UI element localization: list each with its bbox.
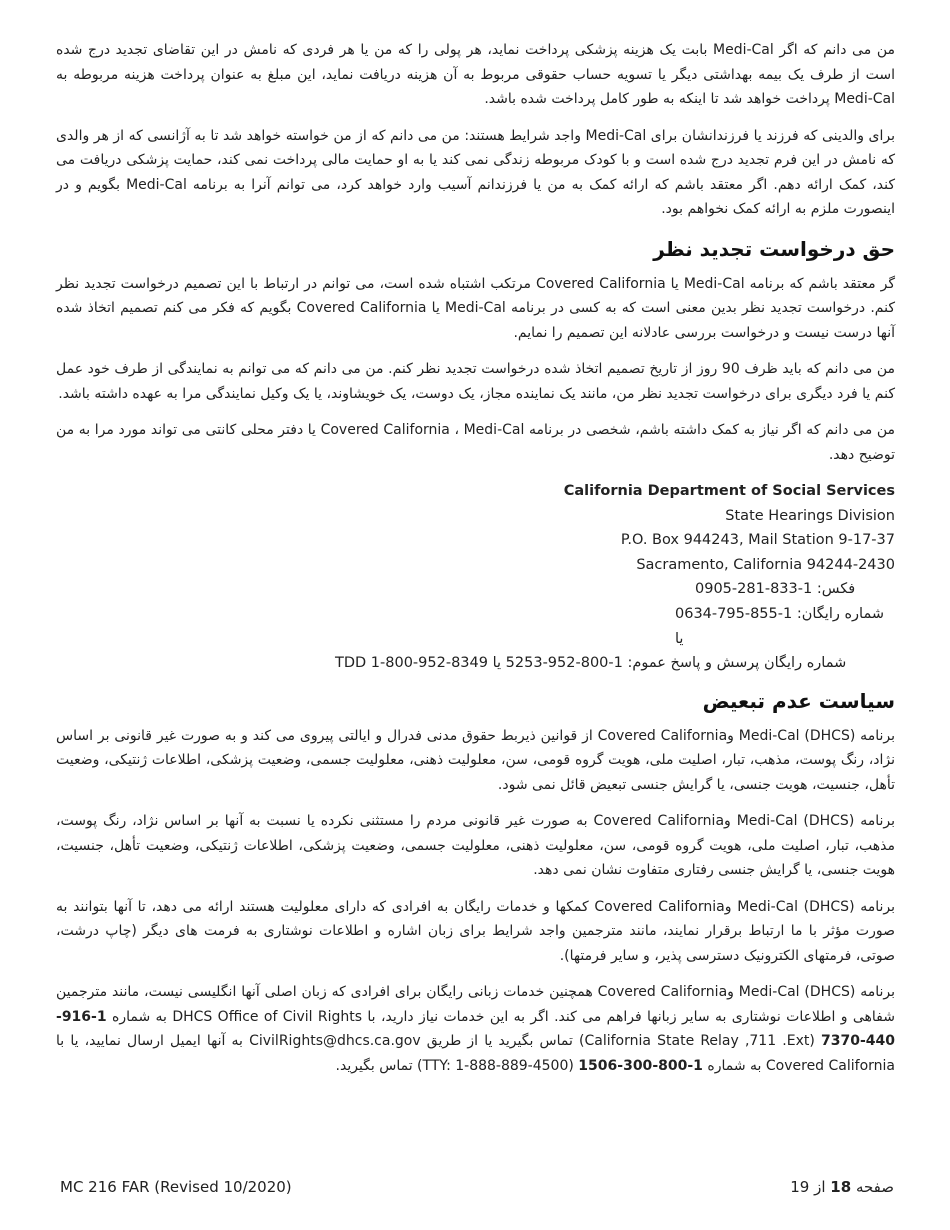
phone-civil-rights: 1-916-440-7370 [56,1008,895,1050]
document-body [56,38,895,1090]
heading-right-to-appeal: حق درخواست تجدید نظر [653,236,895,261]
address-division: State Hearings Division [725,507,895,524]
paragraph-nondiscrimination-law: برنامه (DHCS) Medi-Cal وCovered California از قوانین ذیربط حقوق مدنی فدرال و ایالتی پیروی می کند و به صورت غیر قانونی بر اساس نژاد، رنگ پوست، مذهب، تبار، اصلیت ملی، هویت گروه قومی، سن، معلولیت ذهنی، معلولیت جسمی، وضعیت پزشکی، اطلاعات ژنتیکی، وضعیت تأهل، جنسیت، هویت جنسی، یا گرایش جنسی تبعیض قائل نمی شود. [56,727,895,793]
heading-nondiscrimination: سیاست عدم تبعیض [702,688,895,713]
paragraph-medi-cal-payment: من می دانم که اگر Medi-Cal بابت یک هزینه پزشکی پرداخت نماید، هر پولی را که من یا هر فردی که نامش در این تقاضای تجدید درج شده است از طرف یک بیمه بهداشتی دیگر یا تسویه حساب حقوقی مربوط به آن هزینه دریافت نماید، این مبلغ به عنوان پرداخت هزینه مربوطه به Medi-Cal پرداخت خواهد شد تا اینکه به طور کامل پرداخت شده باشد. [56,42,895,107]
page-label: صفحه [855,1178,894,1196]
language-services-text-2: (California State Relay ,711 .Ext) تماس بگیرید یا از طریق CivilRights@dhcs.ca.gov به آنها ایمیل ارسال نمایید، یا با Covered California به شماره [56,1033,895,1074]
address-block [85,479,895,676]
address-toll-free: شماره رایگان: 1-855-795-0634 یا [675,605,885,647]
language-services-text-1: برنامه (DHCS) Medi-Cal وCovered California همچنین خدمات زبانی رایگان برای افرادی که زبان اصلی آنها انگلیسی نیست، مانند مترجمین شفاهی و اطلاعات نوشتاری به سایر زبانها فراهم می کند. اگر به این خدمات نیاز دارید، با DHCS Office of Civil Rights به شماره [56,984,896,1025]
phone-covered-california: 1-800-300-1506 [578,1057,703,1074]
address-po-box: P.O. Box 944243, Mail Station 9-17-37 [620,532,895,549]
page-of: از [814,1178,826,1196]
paragraph-language-services [56,980,895,1078]
address-city: Sacramento, California 94244-2430 [636,556,895,573]
page-total: 19 [790,1178,810,1196]
paragraph-parent-support: برای والدینی که فرزند یا فرزندانشان برای Medi-Cal واجد شرایط هستند: من می دانم که از من خواسته خواهد شد تا به آژانسی که از هر والدی که نامش در این فرم تجدید درج شده است و با کودک مربوطه زندگی نمی کند یا به او حمایت مالی پرداخت نمی کند، حمایت پزشکی دریافت می کند، کمک ارائه دهم. اگر معتقد باشم که ارائه کمک به من یا فرزندانم آسیب وارد خواهد کرد، می توانم آنرا به برنامه Medi-Cal بگویم و در اینصورت ملزم به ارائه کمک نخواهم بود. [56,127,895,217]
page-footer [60,1178,894,1202]
address-public-inquiry: شماره رایگان پرسش و پاسخ عموم: 1-800-952-5253 یا TDD 1-800-952-8349 [335,655,847,672]
address-org: California Department of Social Services [563,483,895,499]
language-services-text-3: (TTY: 1-888-889-4500) تماس بگیرید. [335,1057,574,1074]
page-number [790,1178,894,1196]
form-id: MC 216 FAR (Revised 10/2020) [60,1178,292,1196]
paragraph-appeal-help: من می دانم که اگر نیاز به کمک داشته باشم، شخصی در برنامه Covered California ، Medi-Cal یا دفتر محلی کانتی می تواند مورد مرا به من توضیح دهد. [56,422,895,463]
paragraph-appeal-definition: گر معتقد باشم که برنامه Medi-Cal یا Covered California مرتکب اشتباه شده است، می توانم در ارتباط با این تصمیم درخواست تجدید نظر کنم. درخواست تجدید نظر بدین معنی است که به کسی در برنامه Medi-Cal یا Covered California بگویم که فکر می کنم تصمیم اتخاذ شده آنها درست نیست و درخواست بررسی عادلانه این تصمیم را نمایم. [56,275,896,341]
paragraph-appeal-deadline: من می دانم که باید ظرف 90 روز از تاریخ تصمیم اتخاذ شده درخواست تجدید نظر کنم. من می دانم که می توانم به نمایندگی از طرف خود عمل کنم یا فرد دیگری برای درخواست تجدید نظر من، مانند یک نماینده مجاز، یک دوست، یک خویشاوند، یا یک وکیل نمایندگی مرا به عهده داشته باشد. [56,361,895,402]
page-current: 18 [830,1178,852,1196]
paragraph-disability-services: برنامه (DHCS) Medi-Cal وCovered California کمکها و خدمات رایگان به افرادی که دارای معلولیت هستند ارائه می دهد، تا آنها بتوانند به صورت مؤثر با ما ارتباط برقرار نمایند، مانند مترجمین واجد شرایط برای زبان اشاره و اطلاعات نوشتاری به فرمت های دیگر (چاپ درشت، صوتی، فرمتهای الکترونیک دسترسی پذیر، و سایر فرمتها). [56,898,896,964]
address-fax: فکس: 1-833-281-0905 [695,581,856,598]
paragraph-nondiscrimination-exclusion: برنامه (DHCS) Medi-Cal وCovered California به صورت غیر قانونی مردم را مستثنی نکرده یا نسبت به آنها بر اساس نژاد، رنگ پوست، مذهب، تبار، اصلیت ملی، هویت گروه قومی، سن، معلولیت ذهنی، معلولیت جسمی، وضعیت پزشکی، اطلاعات ژنتیکی، وضعیت تأهل، جنسیت، هویت جنسی، یا گرایش جنسی رفتاری متفاوت نشان نمی دهد. [56,813,895,879]
